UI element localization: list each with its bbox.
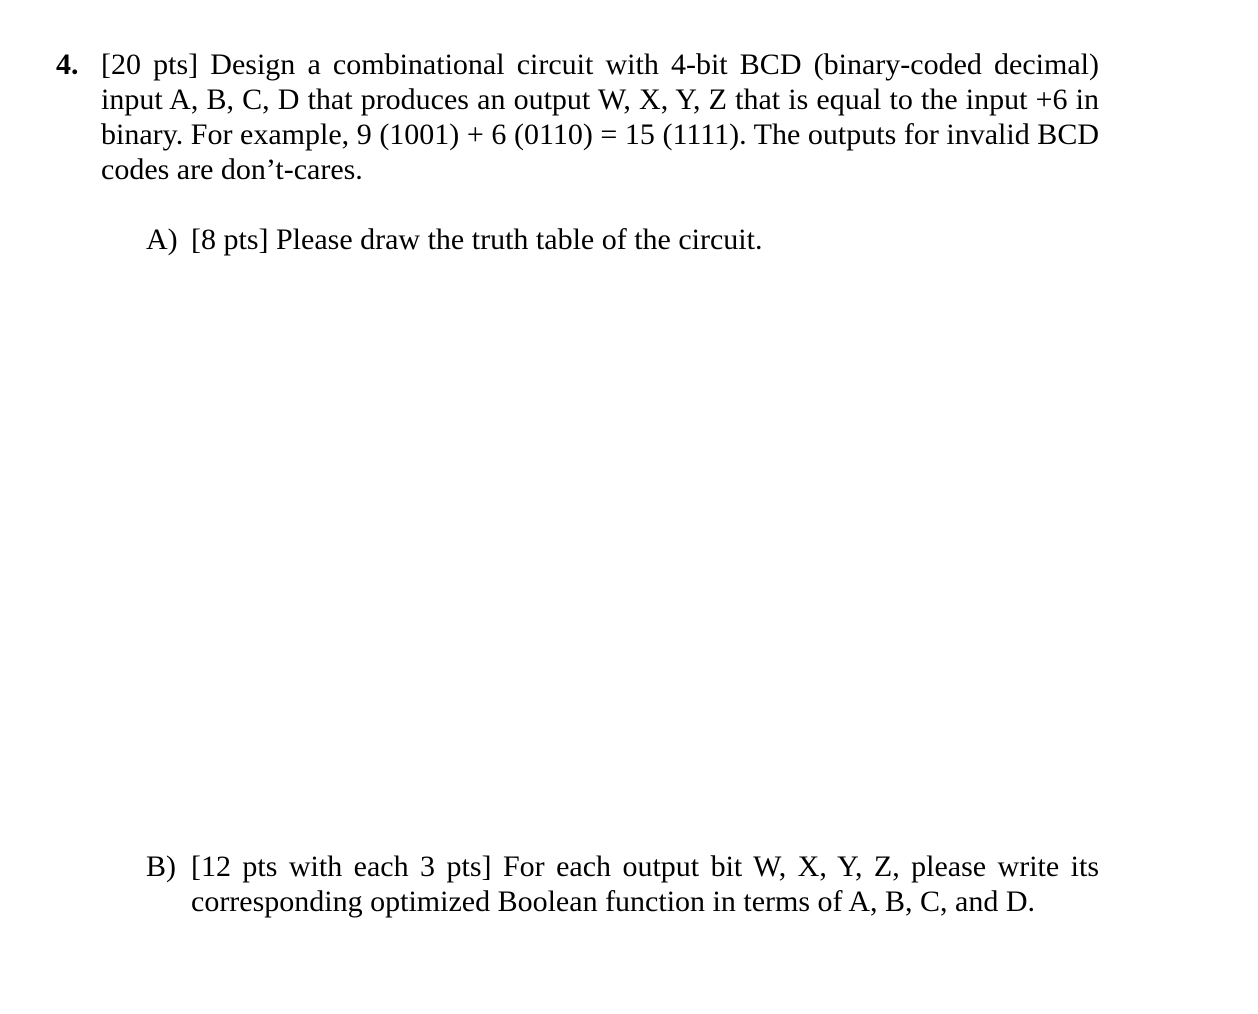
part-b [146,849,1099,919]
problem-number: 4. [56,48,79,81]
part-b-text: [12 pts with each 3 pts] For each output bit W, X, Y, Z, please write its corresponding optimized Boolean function in terms of A, B, C, and D. [191,850,1099,918]
part-b-label: B) [146,850,176,883]
problem-statement [56,47,1099,187]
part-a [146,222,1099,257]
part-a-label: A) [146,223,178,256]
problem-text: [20 pts] Design a combinational circuit with 4-bit BCD (binary-coded decimal) input A, B, C, D that produces an output W, X, Y, Z that is equal to the input +6 in binary. For example, 9 (1001) + 6 (0110) = 15 (1111). The outputs for invalid BCD codes are don’t-cares. [101,48,1099,186]
part-a-text: [8 pts] Please draw the truth table of the circuit. [191,223,763,256]
problem-4 [56,47,1099,187]
